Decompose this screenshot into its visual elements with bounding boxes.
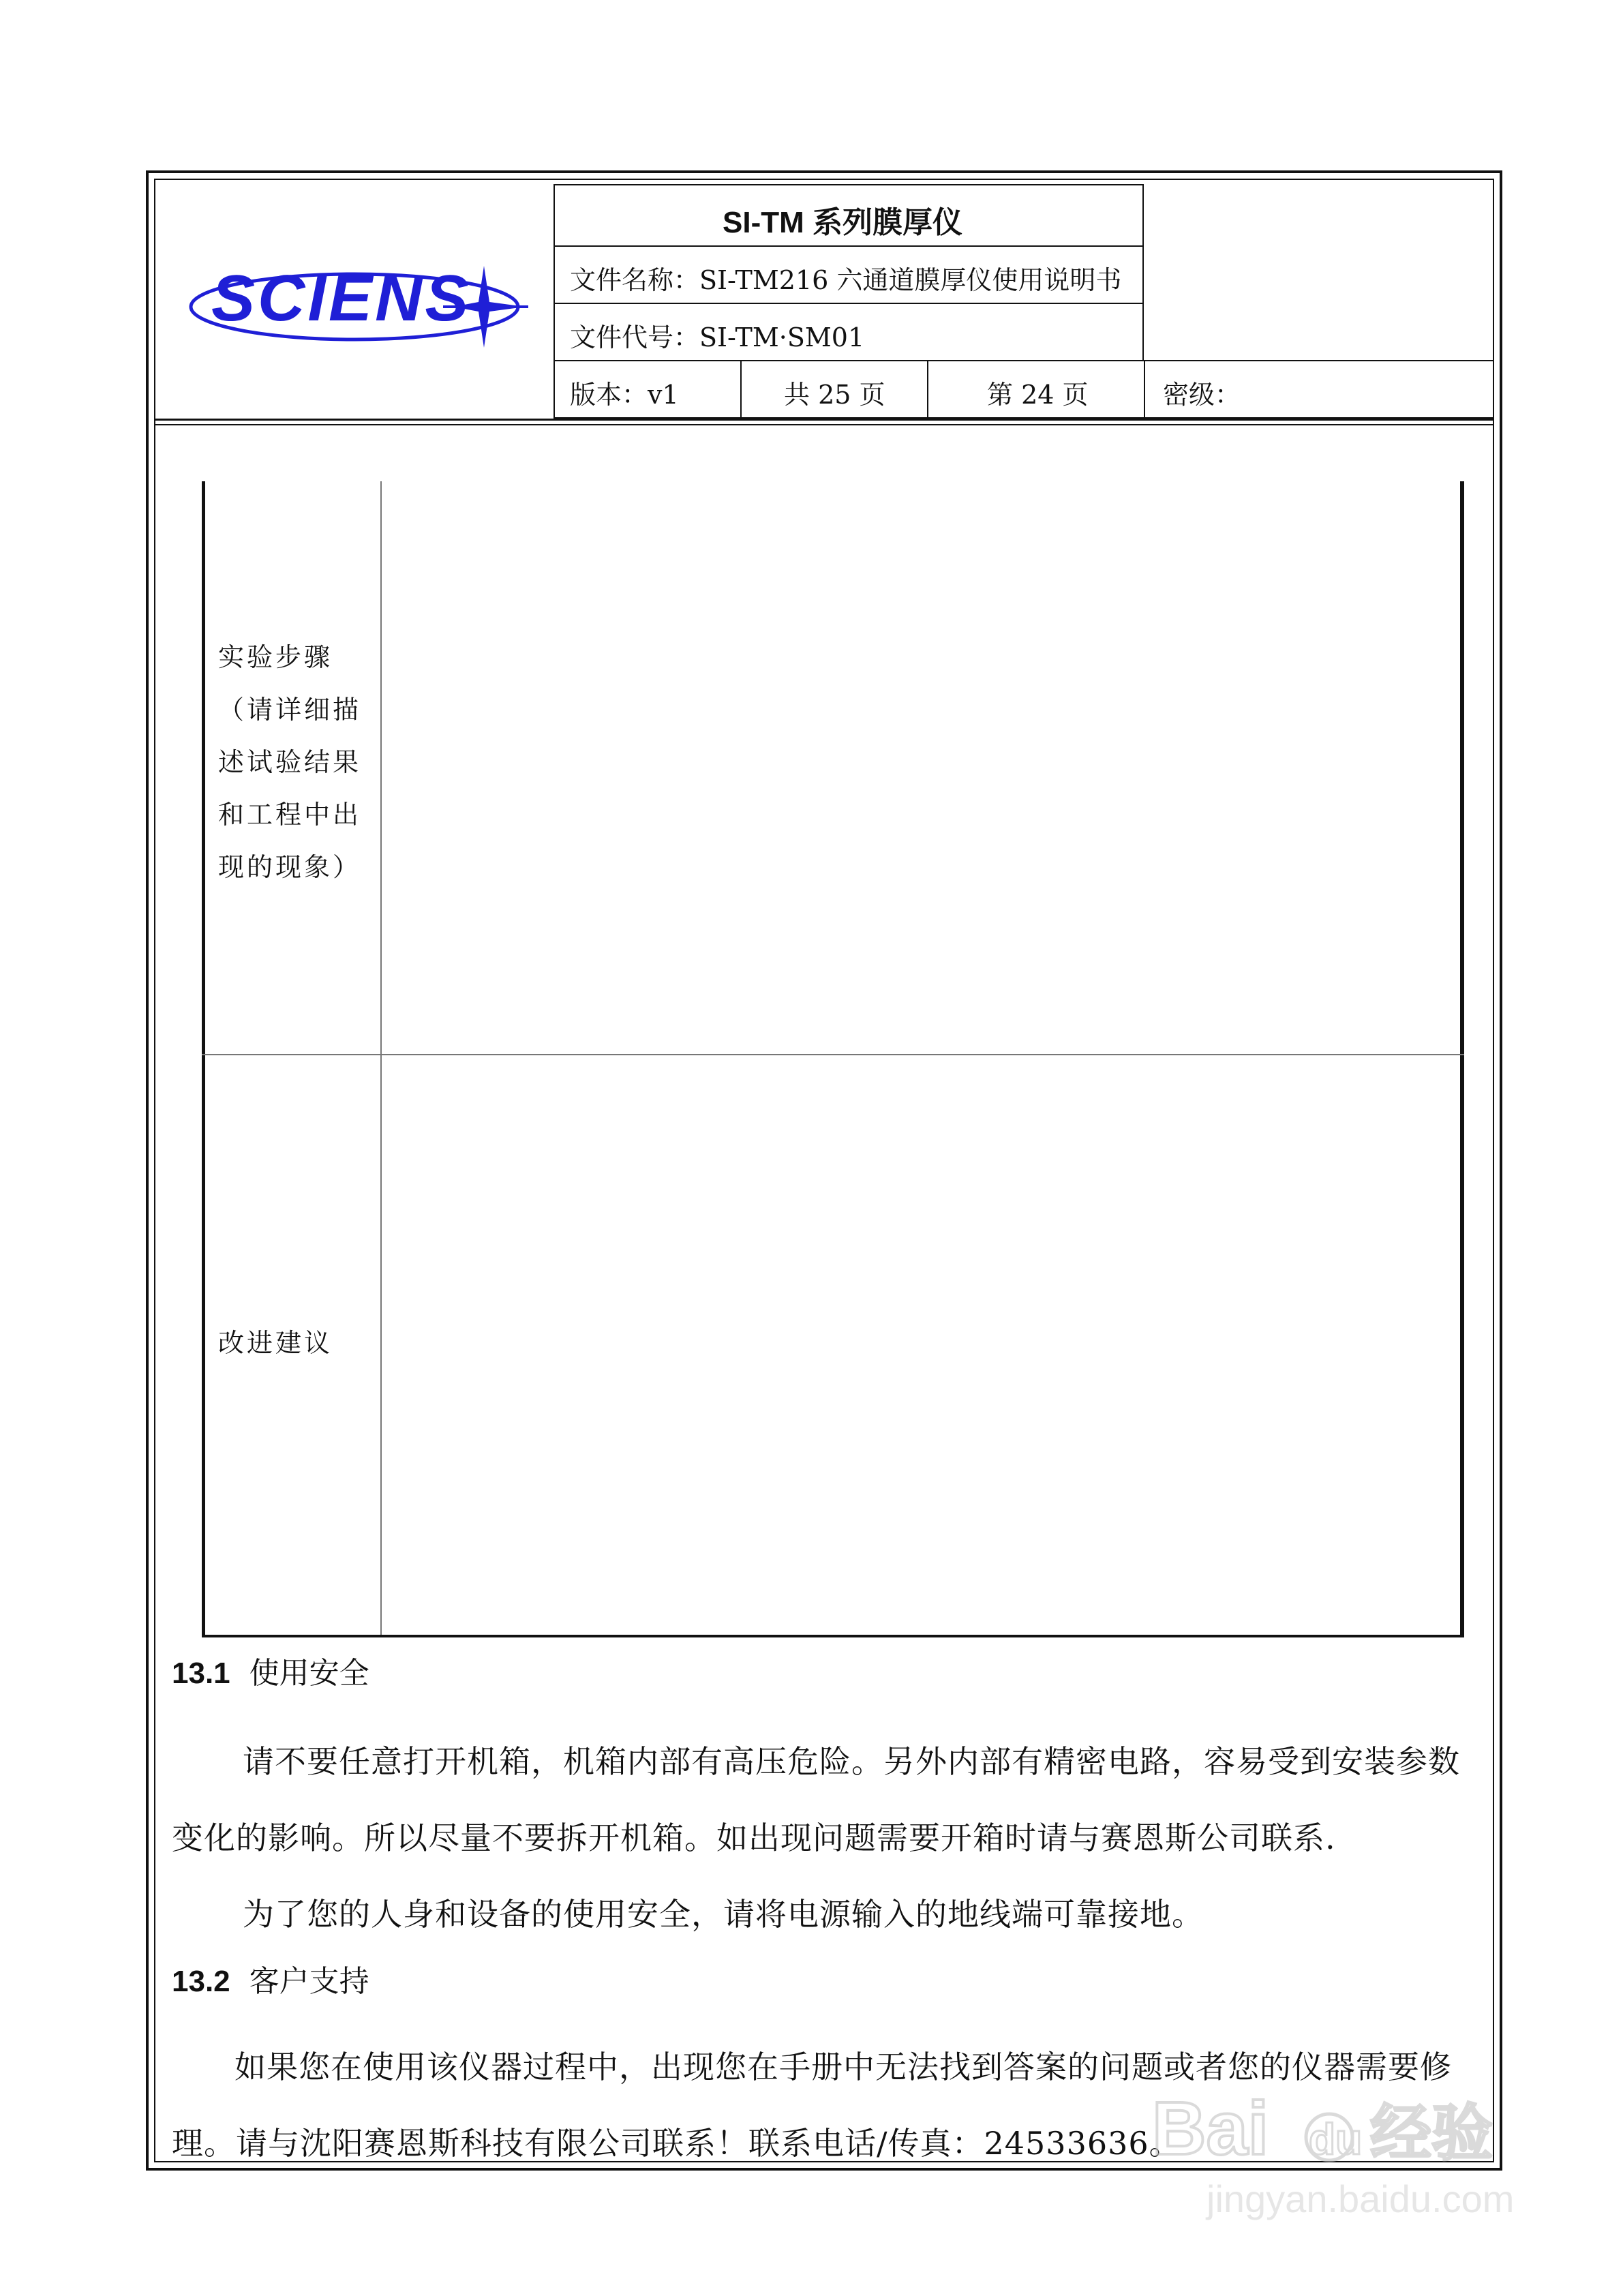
paragraph: 请不要任意打开机箱，机箱内部有高压危险。另外内部有精密电路，容易受到安装参数变化的影响。所以尽量不要拆开机箱。如出现问题需要开箱时请与赛恩斯公司联系. — [172, 1743, 1460, 1856]
label-line: 现的现象） — [218, 852, 362, 882]
label-line: 实验步骤 — [218, 642, 333, 672]
section-number: 13.2 — [172, 1965, 230, 1998]
section-heading-13-2 — [172, 1957, 369, 2000]
section-heading-13-1 — [172, 1648, 369, 1692]
current-page: 第 24 页 — [987, 380, 1089, 410]
section-number: 13.1 — [172, 1657, 230, 1690]
table-column-divider — [380, 481, 382, 1636]
label-line: 述试验结果 — [218, 747, 362, 777]
sciens-logo — [184, 242, 532, 358]
watermark-suffix: 经验 — [1370, 2098, 1493, 2169]
watermark-url: jingyan.baidu.com — [1207, 2177, 1515, 2220]
table-left-border — [202, 481, 205, 1636]
label-line: 改进建议 — [218, 1328, 333, 1358]
total-pages: 共 25 页 — [784, 380, 885, 410]
paragraph: 如果您在使用该仪器过程中，出现您在手册中无法找到答案的问题或者您的仪器需要修理。请与沈阳赛恩斯科技有限公司联系！联系电话/传真：24533636。 — [172, 2049, 1452, 2162]
section-title: 使用安全 — [249, 1656, 369, 1691]
table-bottom-border — [202, 1635, 1464, 1637]
watermark-brand: Bai — [1152, 2087, 1269, 2171]
secrecy-level: 密级： — [1163, 380, 1241, 410]
watermark-brand-2: du — [1309, 2115, 1363, 2164]
label-line: （请详细描 — [218, 695, 362, 725]
table-right-border — [1460, 481, 1464, 1636]
file-name: 文件名称：SI-TM216 六通道膜厚仪使用说明书 — [570, 265, 1122, 295]
table-row-divider — [202, 1054, 1464, 1055]
series-title: SI-TM 系列膜厚仪 — [723, 206, 962, 239]
baidu-watermark-graphic — [1145, 2079, 1527, 2229]
logo-text: SCIENS — [211, 262, 472, 335]
version-label: 版本：v1 — [570, 380, 679, 410]
improvement-suggestions-label — [218, 1317, 333, 1370]
header-separator-2 — [154, 424, 1494, 425]
experiment-steps-label — [218, 631, 361, 894]
experiment-form-table — [202, 481, 1464, 1640]
section-title: 客户支持 — [249, 1964, 369, 1999]
file-code: 文件代号：SI-TM·SM01 — [570, 322, 865, 352]
baidu-watermark — [1145, 2079, 1527, 2232]
header-separator — [154, 419, 1494, 421]
paragraph: 为了您的人身和设备的使用安全，请将电源输入的地线端可靠接地。 — [243, 1896, 1204, 1933]
label-line: 和工程中出 — [218, 800, 362, 830]
